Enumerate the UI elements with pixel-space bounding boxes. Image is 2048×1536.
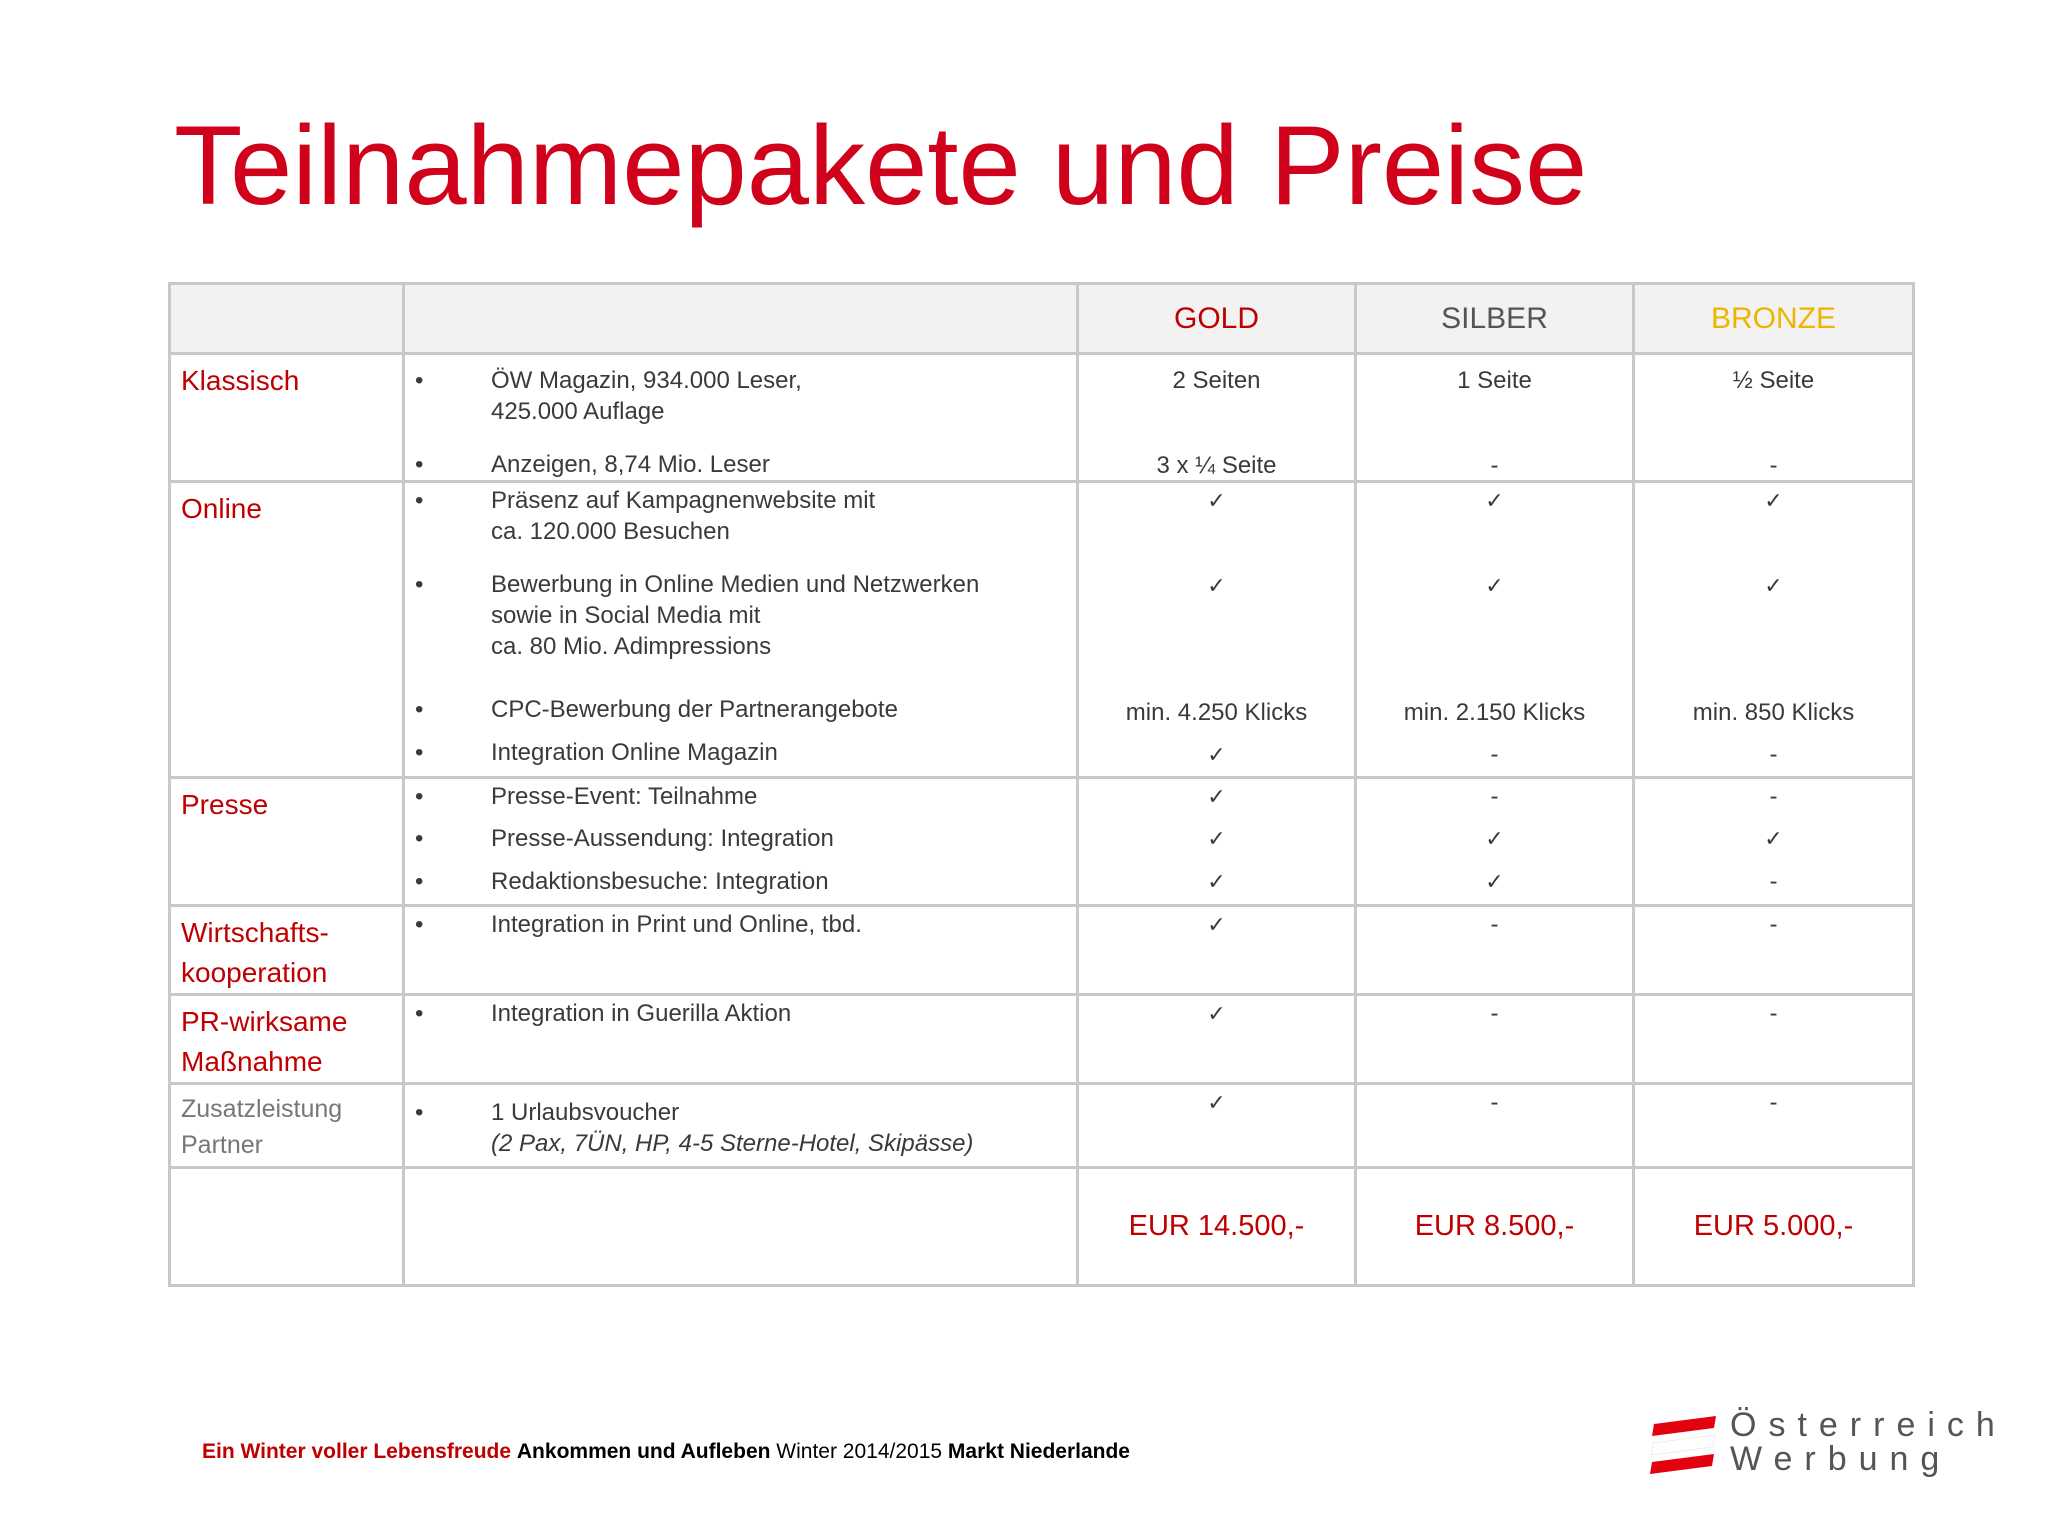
gold-values-cell bbox=[1078, 482, 1356, 778]
logo-line-2: Werbung bbox=[1730, 1440, 1952, 1478]
silber-values-cell bbox=[1356, 1084, 1634, 1168]
bullet-icon: • bbox=[415, 739, 424, 766]
value: min. 2.150 Klicks bbox=[1403, 699, 1586, 726]
feature-item: • Presse-Event: Teilnahme bbox=[415, 783, 758, 810]
bronze-values-cell bbox=[1634, 906, 1914, 995]
check-icon: ✓ bbox=[1207, 912, 1226, 937]
bullet-icon: • bbox=[415, 825, 424, 852]
feature-item: • 1 Urlaubsvoucher (2 Pax, 7ÜN, HP, 4-5 Sterne-Hotel, Skipässe) bbox=[415, 1099, 974, 1157]
category-online: Online bbox=[170, 482, 404, 778]
feature-item: • Präsenz auf Kampagnenwebsite mit ca. 120.000 Besuchen bbox=[415, 487, 876, 545]
check-icon: ✓ bbox=[1207, 1090, 1226, 1115]
feature-item: • Presse-Aussendung: Integration bbox=[415, 825, 834, 852]
check-icon: ✓ bbox=[1207, 869, 1226, 894]
price-silber: EUR 8.500,- bbox=[1356, 1168, 1634, 1286]
bullet-icon: • bbox=[415, 451, 424, 478]
check-icon: ✓ bbox=[1207, 573, 1226, 598]
check-icon: ✓ bbox=[1485, 488, 1504, 513]
bullet-icon: • bbox=[415, 868, 424, 895]
silber-values-cell bbox=[1356, 778, 1634, 906]
column-header-silber: SILBER bbox=[1356, 284, 1634, 354]
feature-item: • CPC-Bewerbung der Partnerangebote bbox=[415, 696, 898, 723]
bronze-values-cell bbox=[1634, 354, 1914, 482]
feature-item: • Integration Online Magazin bbox=[415, 739, 778, 766]
header-empty-2 bbox=[404, 284, 1078, 354]
value: - bbox=[1769, 1000, 1778, 1027]
gold-values-cell bbox=[1078, 354, 1356, 482]
value: ½ Seite bbox=[1732, 367, 1815, 394]
bullet-icon: • bbox=[415, 487, 424, 514]
silber-values-cell bbox=[1356, 354, 1634, 482]
check-icon: ✓ bbox=[1764, 573, 1783, 598]
table-row-presse bbox=[170, 778, 1914, 906]
category-zusatzleistung: Zusatzleistung Partner bbox=[170, 1084, 404, 1168]
bullet-icon: • bbox=[415, 571, 424, 598]
check-icon: ✓ bbox=[1764, 826, 1783, 851]
logo-line-1: Österreich bbox=[1730, 1406, 2007, 1444]
category-pr-massnahme: PR-wirksame Maßnahme bbox=[170, 995, 404, 1084]
value: - bbox=[1769, 783, 1778, 810]
value: - bbox=[1769, 741, 1778, 768]
bronze-values-cell bbox=[1634, 778, 1914, 906]
gold-values-cell bbox=[1078, 906, 1356, 995]
table-row-pr-massnahme bbox=[170, 995, 1914, 1084]
features-cell bbox=[404, 354, 1078, 482]
bronze-values-cell bbox=[1634, 482, 1914, 778]
features-cell bbox=[404, 995, 1078, 1084]
table-row-wirtschaftskooperation bbox=[170, 906, 1914, 995]
bullet-icon: • bbox=[415, 1099, 424, 1126]
value: - bbox=[1490, 911, 1499, 938]
check-icon: ✓ bbox=[1207, 488, 1226, 513]
table-row-klassisch bbox=[170, 354, 1914, 482]
silber-values-cell bbox=[1356, 995, 1634, 1084]
silber-values-cell bbox=[1356, 906, 1634, 995]
value: min. 850 Klicks bbox=[1692, 699, 1855, 726]
check-icon: ✓ bbox=[1207, 742, 1226, 767]
check-icon: ✓ bbox=[1207, 784, 1226, 809]
value: - bbox=[1490, 1089, 1499, 1116]
price-gold: EUR 14.500,- bbox=[1078, 1168, 1356, 1286]
table-row-online bbox=[170, 482, 1914, 778]
feature-item: • Redaktionsbesuche: Integration bbox=[415, 868, 829, 895]
bullet-icon: • bbox=[415, 1000, 424, 1027]
check-icon: ✓ bbox=[1485, 826, 1504, 851]
bullet-icon: • bbox=[415, 783, 424, 810]
bullet-icon: • bbox=[415, 696, 424, 723]
footer-text: Ein Winter voller Lebensfreude Ankommen und Aufleben Winter 2014/2015 Markt Niederlande bbox=[202, 1440, 1130, 1463]
gold-values-cell bbox=[1078, 778, 1356, 906]
feature-item: • Integration in Guerilla Aktion bbox=[415, 1000, 792, 1027]
feature-item: • ÖW Magazin, 934.000 Leser, 425.000 Auflage bbox=[415, 367, 802, 425]
price-empty-2 bbox=[404, 1168, 1078, 1286]
value: 3 x ¼ Seite bbox=[1156, 452, 1277, 479]
table-row-zusatzleistung bbox=[170, 1084, 1914, 1168]
features-cell bbox=[404, 482, 1078, 778]
value: 2 Seiten bbox=[1172, 367, 1261, 394]
feature-item: • Bewerbung in Online Medien und Netzwerken sowie in Social Media mit ca. 80 Mio. Adimpressions bbox=[415, 571, 980, 660]
value: - bbox=[1769, 452, 1778, 479]
table-row-prices bbox=[170, 1168, 1914, 1286]
category-presse: Presse bbox=[170, 778, 404, 906]
value: - bbox=[1769, 911, 1778, 938]
bullet-icon: • bbox=[415, 367, 424, 394]
features-cell bbox=[404, 906, 1078, 995]
value: - bbox=[1769, 1089, 1778, 1116]
column-header-gold: GOLD bbox=[1078, 284, 1356, 354]
value: - bbox=[1769, 868, 1778, 895]
check-icon: ✓ bbox=[1485, 573, 1504, 598]
price-bronze: EUR 5.000,- bbox=[1634, 1168, 1914, 1286]
check-icon: ✓ bbox=[1207, 1001, 1226, 1026]
column-header-bronze: BRONZE bbox=[1634, 284, 1914, 354]
page-title: Teilnahmepakete und Preise bbox=[174, 103, 1588, 228]
category-klassisch: Klassisch bbox=[170, 354, 404, 482]
feature-item: • Integration in Print und Online, tbd. bbox=[415, 911, 862, 938]
flag-stripes-icon bbox=[1650, 1416, 1722, 1476]
bronze-values-cell bbox=[1634, 995, 1914, 1084]
features-cell bbox=[404, 1084, 1078, 1168]
value: 1 Seite bbox=[1457, 367, 1532, 394]
feature-item: • Anzeigen, 8,74 Mio. Leser bbox=[415, 451, 770, 478]
gold-values-cell bbox=[1078, 1084, 1356, 1168]
bullet-icon: • bbox=[415, 911, 424, 938]
check-icon: ✓ bbox=[1207, 826, 1226, 851]
oesterreich-werbung-logo bbox=[1650, 1406, 2007, 1480]
silber-values-cell bbox=[1356, 482, 1634, 778]
table-header-row bbox=[170, 284, 1914, 354]
header-empty-1 bbox=[170, 284, 404, 354]
gold-values-cell bbox=[1078, 995, 1356, 1084]
bronze-values-cell bbox=[1634, 1084, 1914, 1168]
category-wirtschaftskooperation: Wirtschafts- kooperation bbox=[170, 906, 404, 995]
value: - bbox=[1490, 1000, 1499, 1027]
value: - bbox=[1490, 783, 1499, 810]
value: min. 4.250 Klicks bbox=[1125, 699, 1308, 726]
packages-table bbox=[168, 282, 1915, 1287]
value: - bbox=[1490, 741, 1499, 768]
value: - bbox=[1490, 452, 1499, 479]
price-empty-1 bbox=[170, 1168, 404, 1286]
check-icon: ✓ bbox=[1485, 869, 1504, 894]
check-icon: ✓ bbox=[1764, 488, 1783, 513]
features-cell bbox=[404, 778, 1078, 906]
